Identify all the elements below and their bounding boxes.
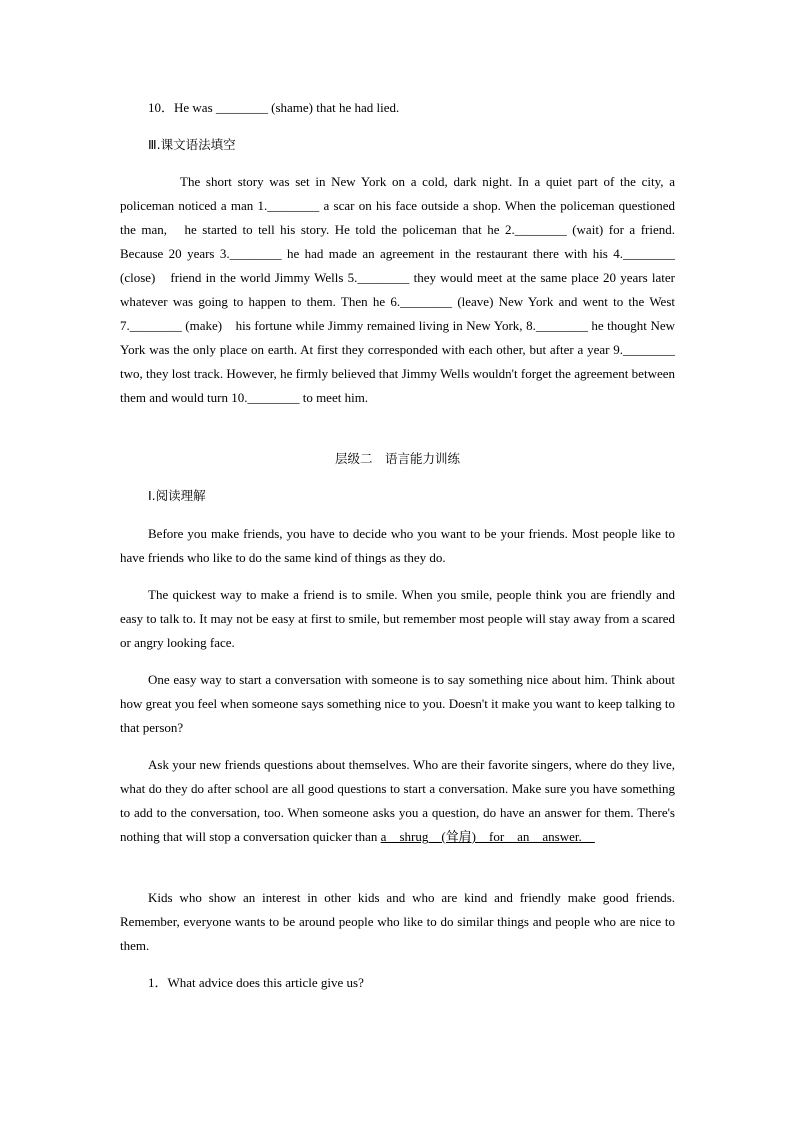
question-text: He was ________ (shame) that he had lied. bbox=[174, 100, 400, 115]
question-text: What advice does this article give us? bbox=[167, 975, 364, 990]
level-heading: 层级二 语言能力训练 bbox=[334, 451, 460, 466]
reading-paragraph-3: One easy way to start a conversation with someone is to say something nice about him. Think about how great you feel when someone says something nice to you. Doesn't it make you want to keep talking to that person? bbox=[120, 672, 675, 735]
section-heading-grammar-fill: Ⅲ.课文语法填空 bbox=[148, 137, 236, 152]
reading-paragraph-4 bbox=[120, 753, 675, 849]
grammar-fill-passage: The short story was set in New York on a cold, dark night. In a quiet part of the city, a policeman noticed a man 1.________ a scar on his face outside a shop. When the policeman questioned the man, he started to tell his story. He told the policeman that he 2.________ (wait) for a friend. Because 20 years 3.________ he had made an agreement in the restaurant there with his 4.________ (close) friend in the world Jimmy Wells 5.________ they would meet at the same place 20 years later whatever was going to happen to them. Then he 6.________ (leave) New York and went to the West 7.________ (make) his fortune while Jimmy remained living in New York, 8.________ he thought New York was the only place on earth. At first they corresponded with each other, but after a year 9.________ two, they lost track. However, he firmly believed that Jimmy Wells wouldn't forget the agreement between them and would turn 10.________ to meet him. bbox=[120, 174, 689, 405]
reading-paragraph-5: Kids who show an interest in other kids and who are kind and friendly make good friends. Remember, everyone wants to be around people who like to do similar things and people who are nice to them. bbox=[120, 890, 675, 953]
question-number: 1． bbox=[148, 975, 168, 990]
question-10 bbox=[148, 99, 399, 117]
section-heading-reading: Ⅰ.阅读理解 bbox=[148, 488, 206, 503]
question-number: 10． bbox=[148, 100, 175, 115]
reading-paragraph-2: The quickest way to make a friend is to smile. When you smile, people think you are friendly and easy to talk to. It may not be easy at first to smile, but remember most people will stay away from a scared or angry looking face. bbox=[120, 587, 675, 650]
reading-paragraph-1: Before you make friends, you have to decide who you want to be your friends. Most people like to have friends who like to do the same kind of things as they do. bbox=[120, 526, 675, 565]
reading-paragraph-4-text: Ask your new friends questions about themselves. Who are their favorite singers, where do they live, what do they do after school are all good questions to start a conversation. Make sure you have something to add to the conversation, too. When someone asks you a question, do have an answer for them. There's nothing that will stop a conversation quicker than bbox=[120, 757, 675, 844]
question-1 bbox=[148, 974, 364, 992]
underlined-phrase: a__shrug__(耸肩)__for__an__answer.__ bbox=[380, 829, 595, 844]
